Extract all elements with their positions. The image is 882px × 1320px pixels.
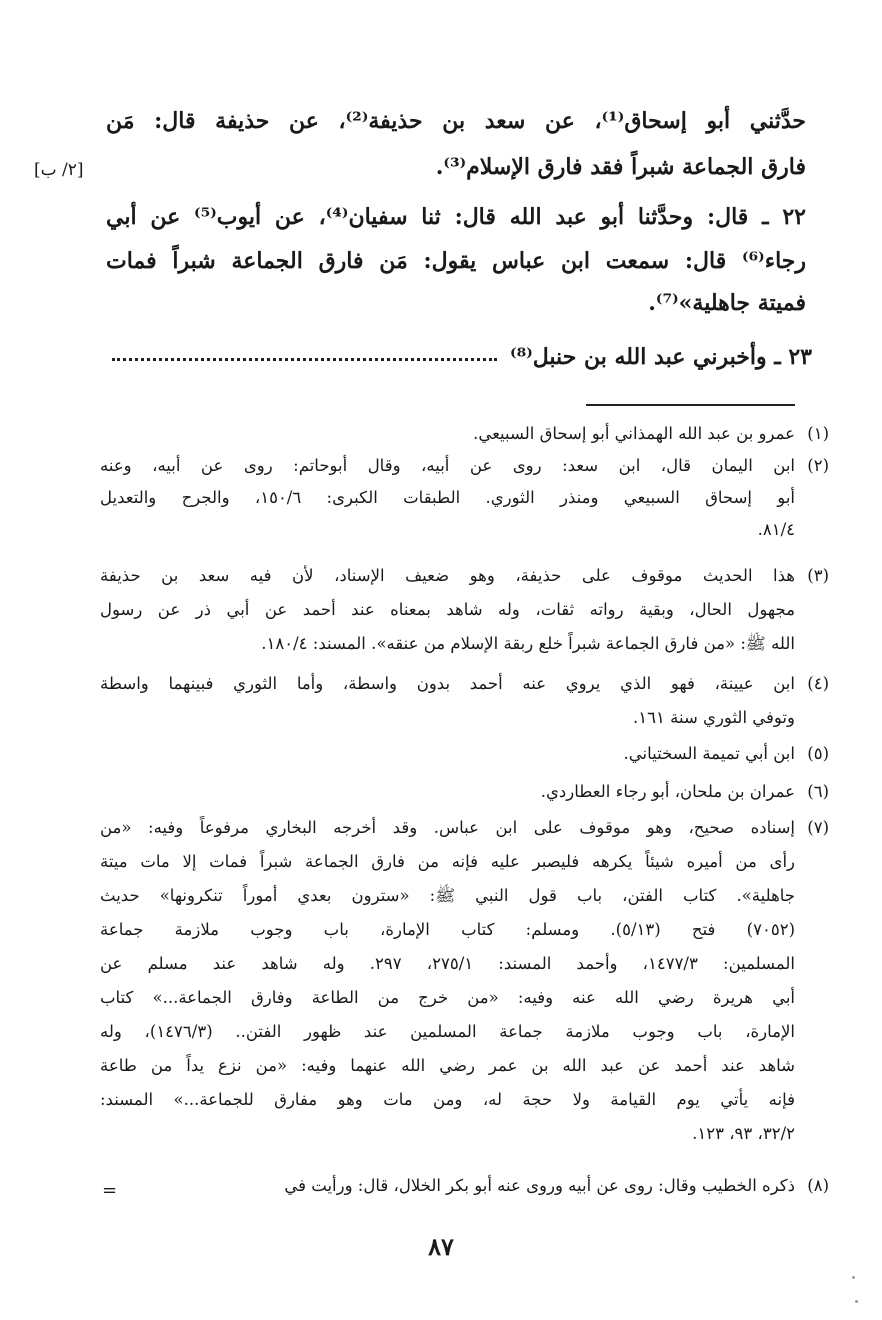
main-text-line: فميتة جاهلية»⁽⁷⁾. <box>648 290 806 316</box>
main-text-line: حدَّثني أبو إسحاق⁽¹⁾، عن سعد بن حذيفة⁽²⁾، عن حذيفة قال: مَن <box>106 108 806 134</box>
main-text-line: فارق الجماعة شبراً فقد فارق الإسلام⁽³⁾. <box>435 154 806 180</box>
main-text <box>106 108 806 368</box>
scan-speck <box>852 1276 855 1279</box>
footnote-line: وتوفي الثوري سنة ١٦١. <box>633 708 795 727</box>
footnote-number: (٨) <box>807 1176 829 1195</box>
footnote-line: فإنه يأتي يوم القيامة ولا حجة له، ومن مات وهو مفارق للجماعة...» المسند: <box>100 1090 795 1109</box>
footnote-number: (٥) <box>807 744 829 763</box>
footnote-line: رأى من أميره شيئاً يكرهه فليصبر عليه فإنه من فارق الجماعة شبراً فمات إلا مات ميتة <box>100 852 795 871</box>
footnote-number: (٧) <box>807 818 829 837</box>
footnote-number: (٦) <box>807 782 829 801</box>
footnote-line: عمرو بن عبد الله الهمذاني أبو إسحاق السبيعي. <box>473 424 795 443</box>
footnote-number: (٤) <box>807 674 829 693</box>
footnote-line: ٣٢/٢، ٩٣، ١٢٣. <box>692 1124 795 1143</box>
main-text-line: رجاء⁽⁶⁾ قال: سمعت ابن عباس يقول: مَن فارق الجماعة شبراً فمات <box>106 248 806 274</box>
footnote-line: ابن عيينة، فهو الذي يروي عنه أحمد بدون واسطة، وأما الثوري فبينهما واسطة <box>100 674 795 693</box>
footnote-line: أبو إسحاق السبيعي ومنذر الثوري. الطبقات الكبرى: ١٥٠/٦، والجرح والتعديل <box>100 488 795 507</box>
footnote-line: (٧٠٥٢) فتح (٥/١٣). ومسلم: كتاب الإمارة، باب وجوب ملازمة جماعة <box>100 920 795 939</box>
dotted-leader <box>112 358 497 361</box>
footnote-line: ابن اليمان قال، ابن سعد: روى عن أبيه، وقال أبوحاتم: روى عن أبيه، وعنه <box>100 456 795 475</box>
footnote-line: شاهد عند أحمد عن عبد الله بن عمر رضي الله عنهما وفيه: «من نزع يداً من طاعة <box>100 1056 795 1075</box>
footnote-number: (١) <box>807 424 829 443</box>
footnote-line: الله ﷺ: «من فارق الجماعة شبراً خلع ربقة الإسلام من عنقه». المسند: ١٨٠/٤. <box>261 634 795 653</box>
footnote-line: هذا الحديث موقوف على حذيفة، وهو ضعيف الإسناد، لأن فيه سعد بن حذيفة <box>100 566 795 585</box>
footnote-line: مجهول الحال، وبقية رواته ثقات، وله شاهد بمعناه عند أحمد عن أبي ذر عن رسول <box>100 600 795 619</box>
footnote-line: جاهلية». كتاب الفتن، باب قول النبي ﷺ: «سترون بعدي أموراً تنكرونها» حديث <box>100 886 795 905</box>
footnote-line: ذكره الخطيب وقال: روى عن أبيه وروى عنه أبو بكر الخلال، قال: ورأيت في <box>284 1176 795 1195</box>
footnote-line: إسناده صحيح، وهو موقوف على ابن عباس. وقد أخرجه البخاري مرفوعاً وفيه: «من <box>100 818 795 837</box>
main-text-line: ٢٣ ـ وأخبرني عبد الله بن حنبل⁽⁸⁾ <box>510 344 812 370</box>
footnote-line: الإمارة، باب وجوب ملازمة جماعة المسلمين عند ظهور الفتن.. (١٤٧٦/٣)، وله <box>100 1022 795 1041</box>
hadith-22-line: ٢٢ ـ قال: وحدَّثنا أبو عبد الله قال: ثنا سفيان⁽⁴⁾، عن أيوب⁽⁵⁾ عن أبي <box>106 204 806 230</box>
page-number: ٨٧ <box>428 1232 454 1261</box>
footnote-separator <box>586 404 795 406</box>
footnote-line: ابن أبي تميمة السختياني. <box>623 744 795 763</box>
marginal-manuscript-note: [٢/ ب] <box>34 160 84 180</box>
hadith-23-line <box>112 344 812 374</box>
footnote-line: عمران بن ملحان، أبو رجاء العطاردي. <box>540 782 795 801</box>
footnote-line: المسلمين: ١٤٧٧/٣، وأحمد المسند: ٢٧٥/١، ٢٩٧. وله شاهد عند مسلم عن <box>100 954 795 973</box>
footnote-number: (٢) <box>807 456 829 475</box>
scan-speck <box>855 1300 858 1303</box>
footnote-number: (٣) <box>807 566 829 585</box>
footnote-line: أبي هريرة رضي الله عنه وفيه: «من خرج من الطاعة وفارق الجماعة...» كتاب <box>100 988 795 1007</box>
continuation-mark: = <box>102 1180 118 1201</box>
footnote-line: ٨١/٤. <box>757 520 795 539</box>
